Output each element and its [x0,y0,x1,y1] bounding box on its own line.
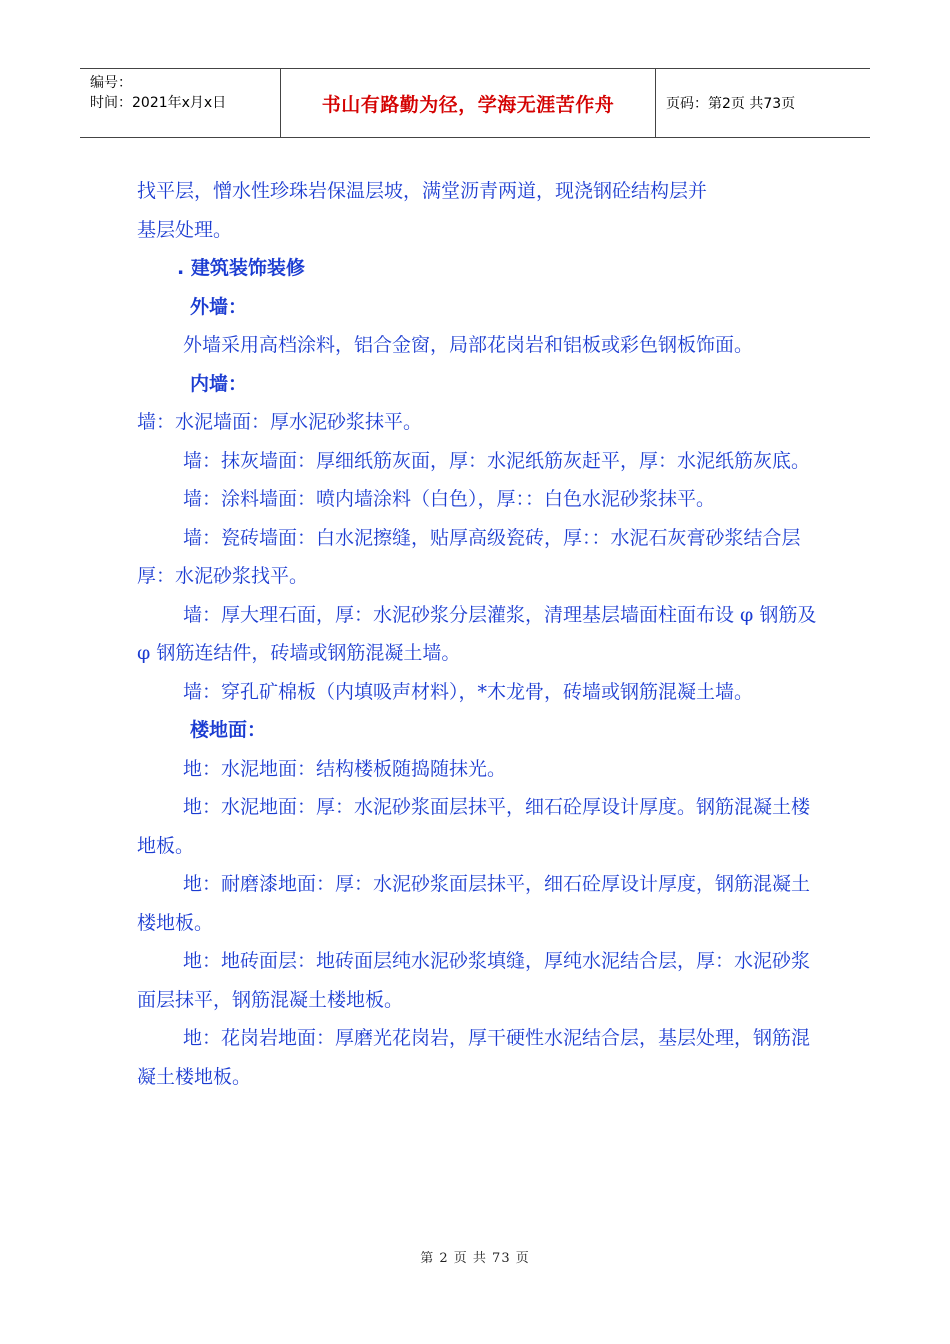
interior-item: 墙：瓷砖墙面：白水泥擦缝，贴厚高级瓷砖，厚：：水泥石灰膏砂浆结合层厚：水泥砂浆找平。 [137,526,801,587]
interior-item: 墙：水泥墙面：厚水泥砂浆抹平。 [137,411,423,433]
interior-wall-heading: 内墙： [190,372,248,395]
page-footer: 第 2 页 共 73 页 [420,1251,530,1266]
floor-heading: 楼地面： [190,719,267,741]
interior-item: 墙：穿孔矿棉板（内填吸声材料），*木龙骨，砖墙或钢筋混凝土墙。 [183,680,754,703]
exterior-wall-text: 外墙采用高档涂料，铝合金窗，局部花岗岩和铝板或彩色钢板饰面。 [183,334,754,356]
header-page-info: 页码：第2页 共73页 [666,96,796,112]
interior-item: 墙：厚大理石面，厚：水泥砂浆分层灌浆，清理基层墙面柱面布设 φ 钢筋及 φ 钢筋连结件，砖墙或钢筋混凝土墙。 [137,603,817,664]
time-label: 时间：2021年x月x日 [90,95,227,111]
header-motto: 书山有路勤为径，学海无涯苦作舟 [281,69,656,137]
document-header [80,68,870,138]
floor-item: 地：水泥地面：厚：水泥砂浆面层抹平，细石砼厚设计厚度。钢筋混凝土楼地板。 [137,796,811,857]
number-label: 编号： [90,75,132,91]
floor-item: 地：水泥地面：结构楼板随捣随抹光。 [183,757,507,780]
body-line: 基层处理。 [137,218,233,241]
interior-item: 墙：抹灰墙面：厚细纸筋灰面，厚：水泥纸筋灰赶平，厚：水泥纸筋灰底。 [183,449,811,472]
header-meta-cell [80,69,281,137]
section-title: . 建筑装饰装修 [177,257,305,279]
body-line: 找平层，憎水性珍珠岩保温层坡，满堂沥青两道，现浇钢砼结构层并 [137,180,708,202]
interior-item: 墙：涂料墙面：喷内墙涂料（白色），厚：：白色水泥砂浆抹平。 [183,488,716,510]
floor-item: 地：花岗岩地面：厚磨光花岗岩，厚干硬性水泥结合层，基层处理，钢筋混凝土楼地板。 [137,1027,811,1088]
floor-item: 地：地砖面层：地砖面层纯水泥砂浆填缝，厚纯水泥结合层，厚：水泥砂浆面层抹平，钢筋混凝土楼地板。 [137,950,811,1011]
document-body [137,172,827,1096]
exterior-wall-heading: 外墙： [190,295,248,318]
floor-item: 地：耐磨漆地面：厚：水泥砂浆面层抹平，细石砼厚设计厚度，钢筋混凝土楼地板。 [137,873,811,934]
